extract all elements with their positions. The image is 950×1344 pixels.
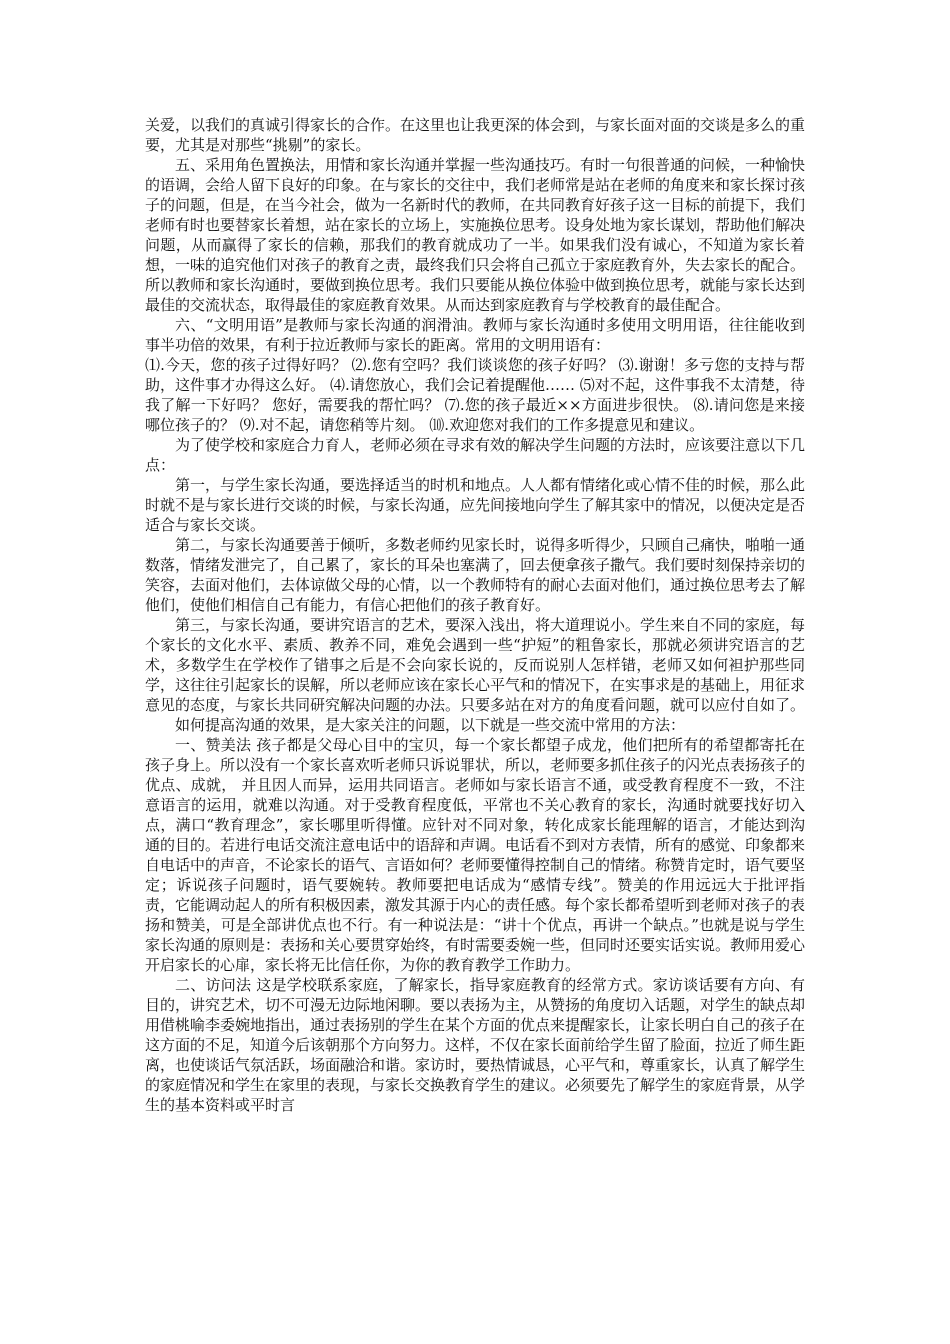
- paragraph-point-first: 第一，与学生家长沟通，要选择适当的时机和地点。人人都有情绪化或心情不佳的时候，那么此时就不是与家长进行交谈的时候，与家长沟通，应先间接地向学生了解其家中的情况，以便决定是否适合与家长交谈。: [145, 476, 806, 534]
- paragraph-point-third: 第三，与家长沟通，要讲究语言的艺术，要深入浅出，将大道理说小。学生来自不同的家庭，每个家长的文化水平、素质、教养不同，难免会遇到一些“护短”的粗鲁家长，那就必须讲究语言的艺术，多数学生在学校作了错事之后是不会向家长说的，反而说别人怎样错，老师又如何袒护那些同学，这往往引起家长的误解，所以老师应该在家长心平气和的情况下，在实事求是的基础上，用征求意见的态度，与家长共同研究解决问题的办法。只要多站在对方的角度看问题，就可以应付自如了。: [145, 616, 806, 714]
- paragraph-cooperation-notes: 为了使学校和家庭合力育人，老师必须在寻求有效的解决学生问题的方法时，应该要注意以下几点：: [145, 436, 806, 474]
- paragraph-visit-method: 二、访问法 这是学校联系家庭，了解家长，指导家庭教育的经常方式。家访谈话要有方向、有目的，讲究艺术，切不可漫无边际地闲聊。要以表扬为主，从赞扬的角度切入话题，对学生的缺点却用借桃喻李委婉地指出，通过表扬别的学生在某个方面的优点来提醒家长，让家长明白自己的孩子在这方面的不足，知道今后该朝那个方向努力。这样，不仅在家长面前给学生留了脸面，拉近了师生距离，也使谈话气氛活跃，场面融洽和谐。家访时，要热情诚恳，心平气和，尊重家长，认真了解学生的家庭情况和学生在家里的表现，与家长交换教育学生的建议。必须要先了解学生的家庭背景，从学生的基本资料或平时言: [145, 976, 806, 1114]
- paragraph-polite-language: 六、“文明用语”是教师与家长沟通的润滑油。教师与家长沟通时多使用文明用语，往往能收到事半功倍的效果，有利于拉近教师与家长的距离。常用的文明用语有：: [145, 316, 805, 354]
- paragraph-point-second: 第二，与家长沟通要善于倾听，多数老师约见家长时，说得多听得少，只顾自己痛快，啪啪一通数落，情绪发泄完了，自己累了，家长的耳朵也塞满了，回去便拿孩子撒气。我们要时刻保持亲切的笑容，去面对他们，去体谅做父母的心情，以一个教师特有的耐心去面对他们，通过换位思考去了解他们，使他们相信自己有能力，有信心把他们的孩子教育好。: [145, 536, 806, 614]
- paragraph-continued-intro: 关爱，以我们的真诚引得家长的合作。在这里也让我更深的体会到，与家长面对面的交谈是多么的重要，尤其是对那些“挑剔”的家长。: [145, 116, 806, 154]
- document-page: [145, 115, 805, 1115]
- paragraph-role-swap-method: 五、采用角色置换法，用情和家长沟通并掌握一些沟通技巧。有时一句很普通的问候，一种愉快的语调，会给人留下良好的印象。在与家长的交往中，我们老师常是站在老师的角度来和家长探讨孩子的问题，但是，在当今社会，做为一名新时代的教师，在共同教育好孩子这一目标的前提下，我们老师有时也要替家长着想，站在家长的立场上，实施换位思考。设身处地为家长谋划，帮助他们解决问题，从而赢得了家长的信赖，那我们的教育就成功了一半。如果我们没有诚心，不知道为家长着想，一味的追究他们对孩子的教育之责，最终我们只会将自己孤立于家庭教育外，失去家长的配合。所以教师和家长沟通时，要做到换位思考。我们只要能从换位体验中做到换位思考，就能与家长达到最佳的交流状态，取得最佳的家庭教育效果。从而达到家庭教育与学校教育的最佳配合。: [145, 156, 806, 314]
- paragraph-praise-method: 一、赞美法 孩子都是父母心目中的宝贝，每一个家长都望子成龙，他们把所有的希望都寄托在孩子身上。所以没有一个家长喜欢听老师只诉说罪状，所以，老师要多抓住孩子的闪光点表扬孩子的优点、成就， 并且因人而异，运用共同语言。老师如与家长语言不通，或受教育程度不一致，不注意语言的运用，就难以沟通。对于受教育程度低，平常也不关心教育的家长，沟通时就要找好切入点，满口“教育理念”，家长哪里听得懂。应针对不同对象，转化成家长能理解的语言，才能达到沟通的目的。若进行电话交流注意电话中的语辞和声调。电话看不到对方表情，所有的感觉、印象都来自电话中的声音，不论家长的语气、言语如何？老师要懂得控制自己的情绪。称赞肯定时，语气要坚定；诉说孩子问题时，语气要婉转。教师要把电话成为“感情专线”。赞美的作用远远大于批评指责，它能调动起人的所有积极因素，激发其源于内心的责任感。每个家长都希望听到老师对孩子的表扬和赞美，可是全部讲优点也不行。有一种说法是：“讲十个优点，再讲一个缺点。”也就是说与学生家长沟通的原则是：表扬和关心要贯穿始终，有时需要委婉一些，但同时还要实话实说。教师用爱心开启家长的心扉，家长将无比信任你，为你的教育教学工作助力。: [145, 736, 806, 974]
- paragraph-polite-phrases-list: ⑴.今天，您的孩子过得好吗？ ⑵.您有空吗？我们谈谈您的孩子好吗？ ⑶.谢谢！多亏您的支持与帮助，这件事才办得这么好。 ⑷.请您放心，我们会记着提醒他…… ⑸对不起，这件事我不太清楚，待我了解一下好吗？ 您好，需要我的帮忙吗？ ⑺.您的孩子最近××方面进步很快。 ⑻.请问您是来接哪位孩子的？ ⑼.对不起，请您稍等片刻。 ⑽.欢迎您对我们的工作多提意见和建议。: [145, 356, 805, 434]
- paragraph-methods-intro: 如何提高沟通的效果，是大家关注的问题，以下就是一些交流中常用的方法：: [175, 716, 686, 734]
